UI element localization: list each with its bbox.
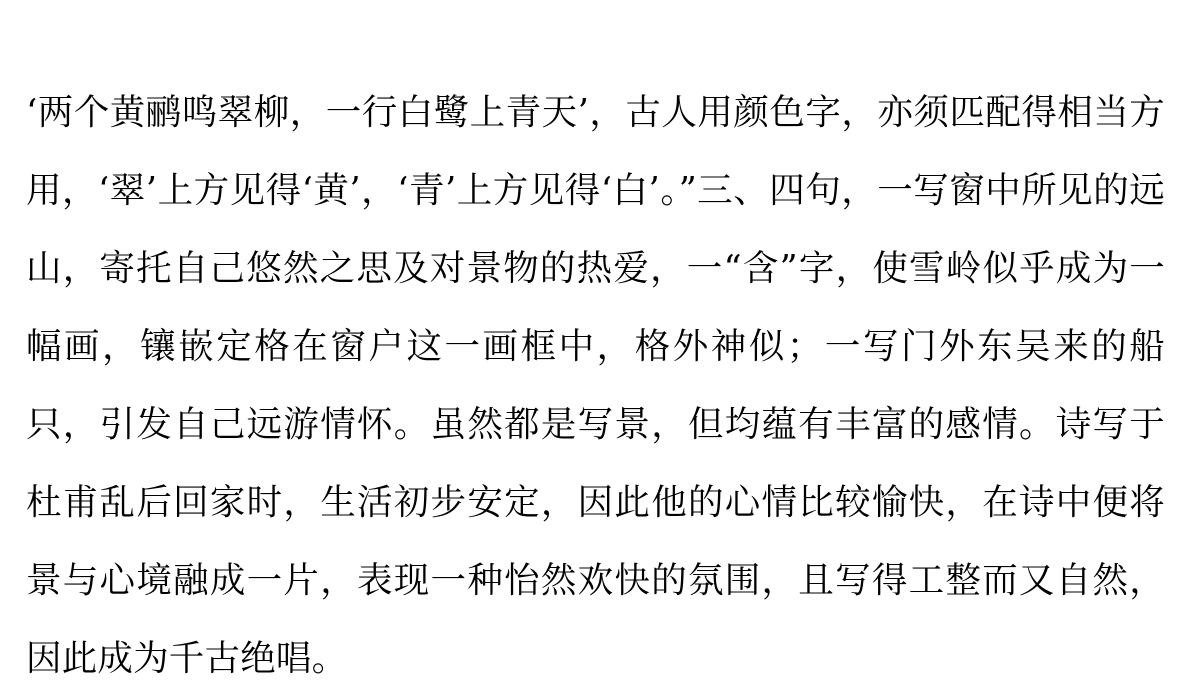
- body-paragraph: ‘两个黄鹂鸣翠柳，一行白鹭上青天’，古人用颜色字，亦须匹配得相当方用，‘翠’上方见得‘黄’，‘青’上方见得‘白’。”三、四句，一写窗中所见的远山，寄托自己悠然之思及对景物的热爱，一“含”字，使雪岭似乎成为一幅画，镶嵌定格在窗户这一画框中，格外神似；一写门外东吴来的船只，引发自己远游情怀。虽然都是写景，但均蕴有丰富的感情。诗写于杜甫乱后回家时，生活初步安定，因此他的心情比较愉快，在诗中便将景与心境融成一片，表现一种怡然欢快的氛围，且写得工整而又自然，因此成为千古绝唱。: [26, 91, 1165, 679]
